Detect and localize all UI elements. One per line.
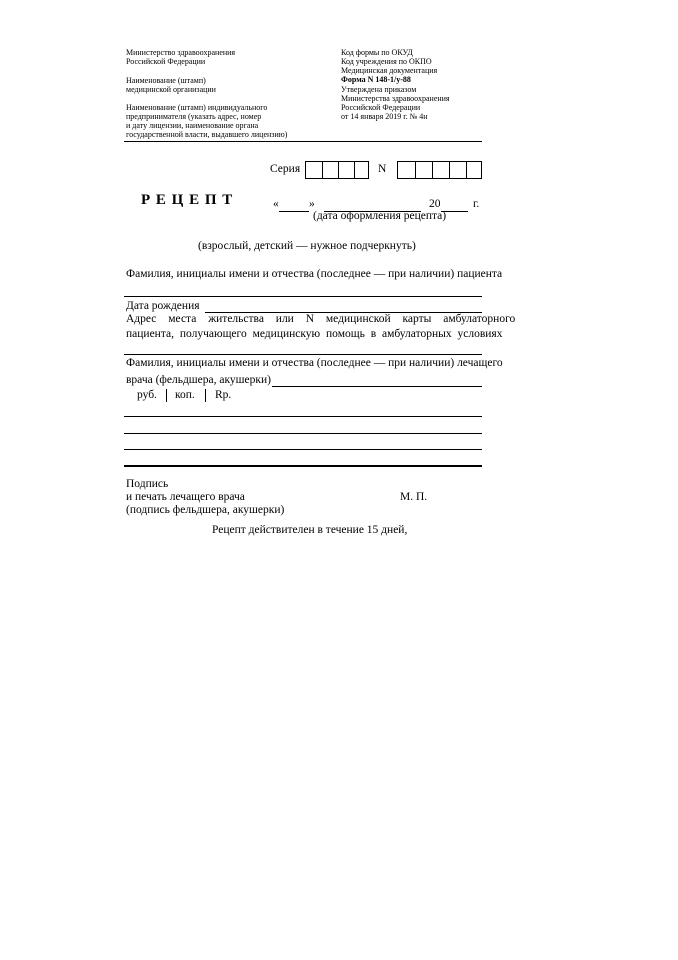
address-label-line-1: Адрес места жительства или N медицинской карты амбулаторного <box>126 313 516 325</box>
rp-line-2[interactable] <box>124 433 482 434</box>
org-stamp-line-2: медицинской организации <box>126 85 216 94</box>
birth-date-label: Дата рождения <box>126 300 200 312</box>
ip-stamp-line-2: предпринимателя (указать адрес, номер <box>126 112 262 121</box>
age-category-note: (взрослый, детский — нужное подчеркнуть) <box>198 240 416 252</box>
signature-label-line-2: и печать лечащего врача <box>126 491 245 503</box>
org-stamp-line-1: Наименование (штамп) <box>126 76 206 85</box>
doctor-name-field[interactable] <box>272 386 482 387</box>
series-label: Серия <box>270 163 301 175</box>
date-day-field[interactable] <box>279 211 309 212</box>
address-label-line-2: пациента, получающего медицинскую помощь в амбулаторных условиях <box>126 328 503 340</box>
ministry-line-1: Министерство здравоохранения <box>126 48 236 57</box>
doctor-name-label-line-1: Фамилия, инициалы имени и отчества (последнее — при наличии) лечащего <box>126 357 503 369</box>
date-year-suffix: г. <box>473 198 480 210</box>
rp-line-3[interactable] <box>124 449 482 450</box>
validity-note: Рецепт действителен в течение 15 дней, <box>212 524 408 536</box>
date-quote-open: « <box>273 198 279 210</box>
okpo-code-label: Код учреждения по ОКПО <box>341 57 432 66</box>
address-field[interactable] <box>124 354 482 355</box>
approved-label: Утверждена приказом <box>341 85 417 94</box>
rp-line-1[interactable] <box>124 416 482 417</box>
patient-name-label: Фамилия, инициалы имени и отчества (последнее — при наличии) пациента <box>126 268 503 280</box>
header-divider <box>124 141 482 142</box>
date-caption: (дата оформления рецепта) <box>313 210 447 222</box>
date-year-prefix: 20 <box>429 198 441 210</box>
rub-kop-divider <box>166 389 167 402</box>
number-boxes[interactable] <box>397 161 482 179</box>
kop-rp-divider <box>205 389 206 402</box>
date-quote-close: » <box>309 198 315 210</box>
rub-label: руб. <box>137 389 157 401</box>
prescription-title: Р Е Ц Е П Т <box>141 192 234 208</box>
form-number: Форма N 148-1/у-88 <box>341 75 411 84</box>
approving-ministry-line-1: Министерства здравоохранения <box>341 94 450 103</box>
doctor-name-label-line-2: врача (фельдшера, акушерки) <box>126 374 271 386</box>
order-date: от 14 января 2019 г. № 4н <box>341 112 428 121</box>
signature-label-line-3: (подпись фельдшера, акушерки) <box>126 504 285 516</box>
stamp-place-label: М. П. <box>400 491 428 503</box>
series-boxes[interactable] <box>305 161 369 179</box>
okud-code-label: Код формы по ОКУД <box>341 48 413 57</box>
number-label: N <box>378 163 387 175</box>
rp-label: Rp. <box>215 389 232 401</box>
ministry-line-2: Российской Федерации <box>126 57 206 66</box>
approving-ministry-line-2: Российской Федерации <box>341 103 421 112</box>
ip-stamp-line-1: Наименование (штамп) индивидуального <box>126 103 268 112</box>
ip-stamp-line-3: и дату лицензии, наименование органа <box>126 121 259 130</box>
patient-name-field[interactable] <box>124 296 482 297</box>
signature-label-line-1: Подпись <box>126 478 169 490</box>
ip-stamp-line-4: государственной власти, выдавшего лицензию) <box>126 130 288 139</box>
med-doc-label: Медицинская документация <box>341 66 438 75</box>
rp-line-4[interactable] <box>124 465 482 467</box>
kop-label: коп. <box>175 389 195 401</box>
